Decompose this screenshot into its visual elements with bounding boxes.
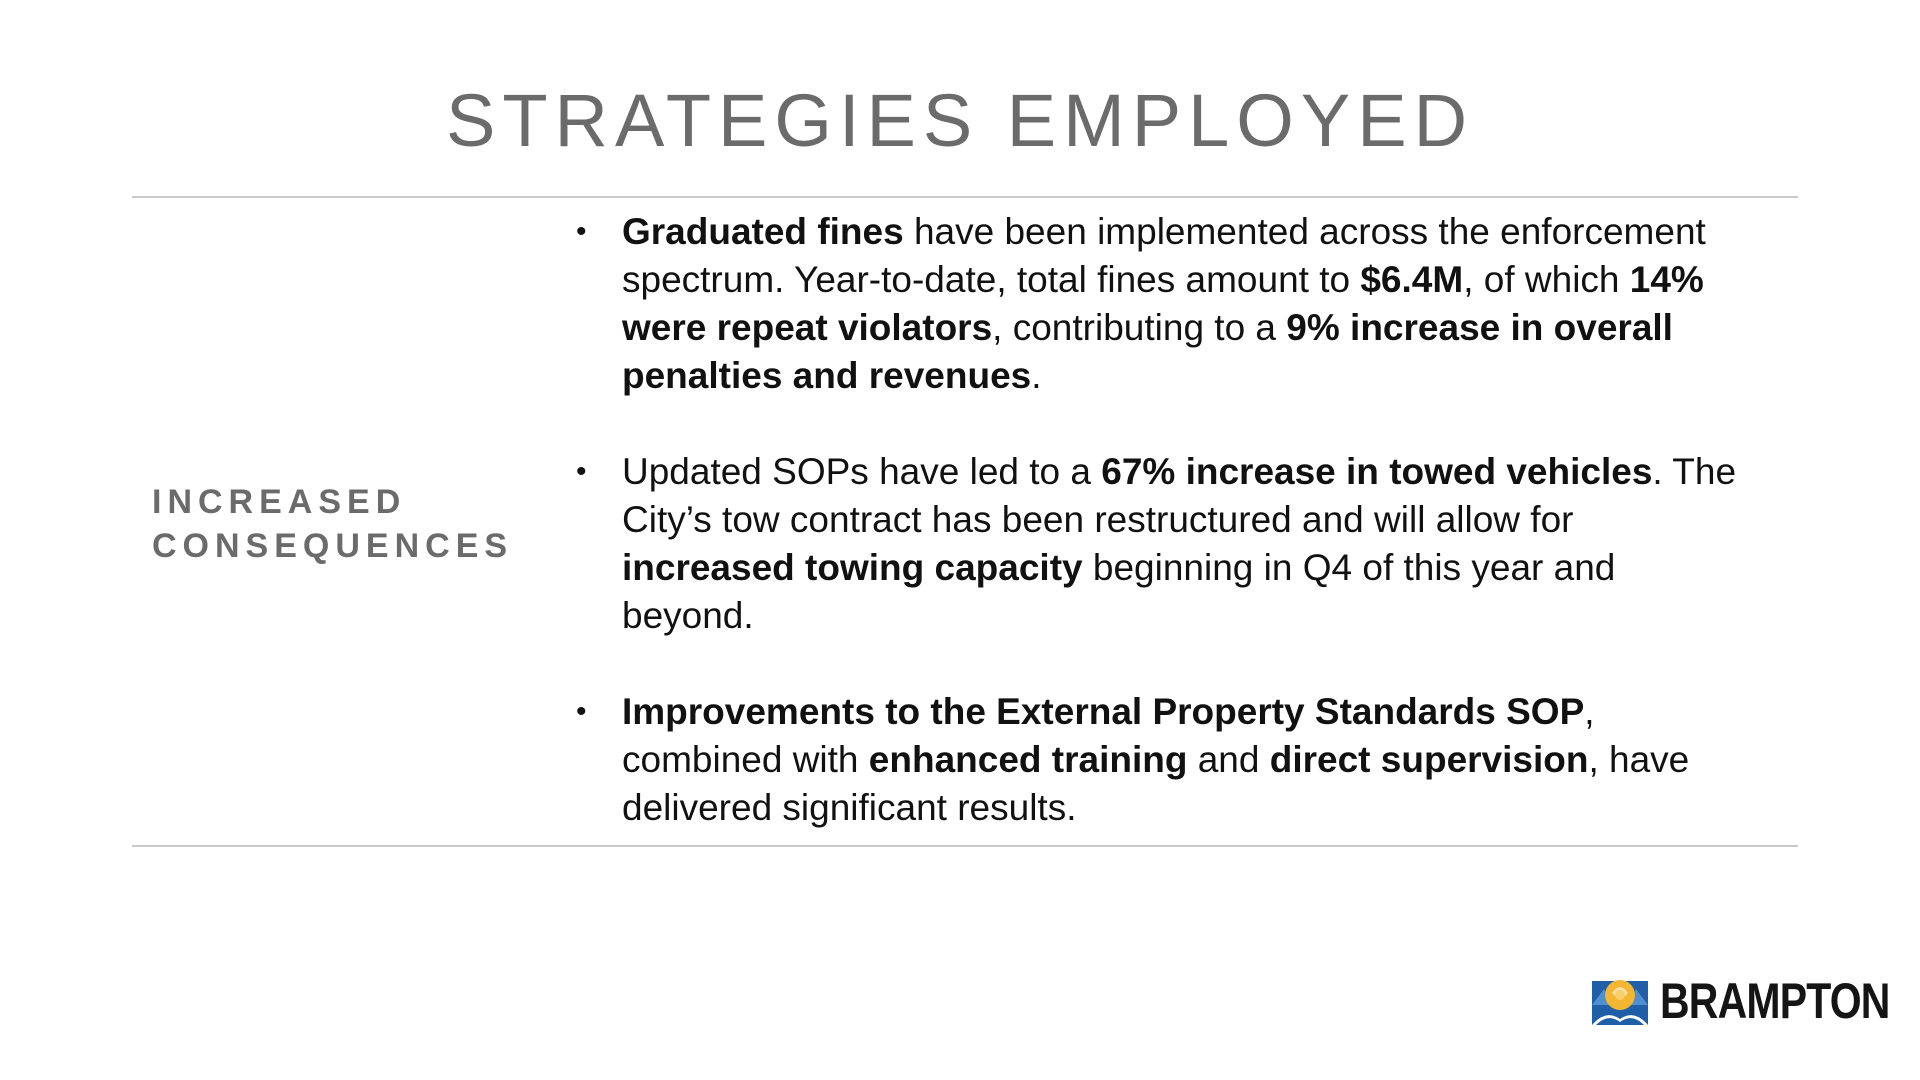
bullet-dot: • [576,215,587,248]
section-label-line-1: INCREASED [152,483,407,521]
bullet-2-part: beginning in Q4 of this year and beyond. [622,547,1616,636]
top-divider [132,196,1798,198]
bullet-dot: • [576,695,587,728]
bullet-2-part: 67% increase in towed vehicles [1101,451,1653,492]
bullet-2-part: . The City’s tow contract has been restructured and will allow for [622,451,1737,540]
bullet-1-part: 14% were repeat violators [622,259,1704,348]
section-label-line-2: CONSEQUENCES [152,527,514,565]
bullet-item-property-standards [576,688,1756,832]
bullet-1-part: 9% increase in overall penalties and revenues [622,307,1673,396]
bullet-2-part: Updated SOPs have led to a [622,451,1102,492]
logo-wordmark: BRAMPTON [1660,973,1890,1029]
brampton-logo [1592,975,1920,1027]
bullet-3-part: direct supervision [1269,739,1589,780]
bullet-dot: • [576,455,587,488]
bullet-1-part: Graduated fines [622,211,904,252]
bottom-divider [132,845,1798,847]
bullet-1-part: , of which [1463,259,1630,300]
bullet-1-part: have been implemented across the enforcement spectrum. Year-to-date, total fines amount to [622,211,1706,300]
bullet-3-part: , combined with [622,691,1595,780]
bullet-3-part: , have delivered significant results. [622,739,1690,828]
bullet-3-part: Improvements to the External Property Standards SOP [622,691,1585,732]
bullet-list [576,208,1756,832]
bullet-3-part: and [1187,739,1270,780]
bullet-1-part: . [1031,355,1042,396]
section-label [152,480,552,568]
brampton-flower-logo-icon [1592,975,1648,1027]
bullet-item-towed-vehicles [576,448,1756,640]
bullet-3-part: enhanced training [868,739,1188,780]
bullet-2-part: increased towing capacity [622,547,1083,588]
bullet-1-part: , contributing to a [992,307,1287,348]
bullet-item-graduated-fines [576,208,1756,400]
slide-title: STRATEGIES EMPLOYED [445,79,1475,162]
bullet-1-part: $6.4M [1360,259,1464,300]
